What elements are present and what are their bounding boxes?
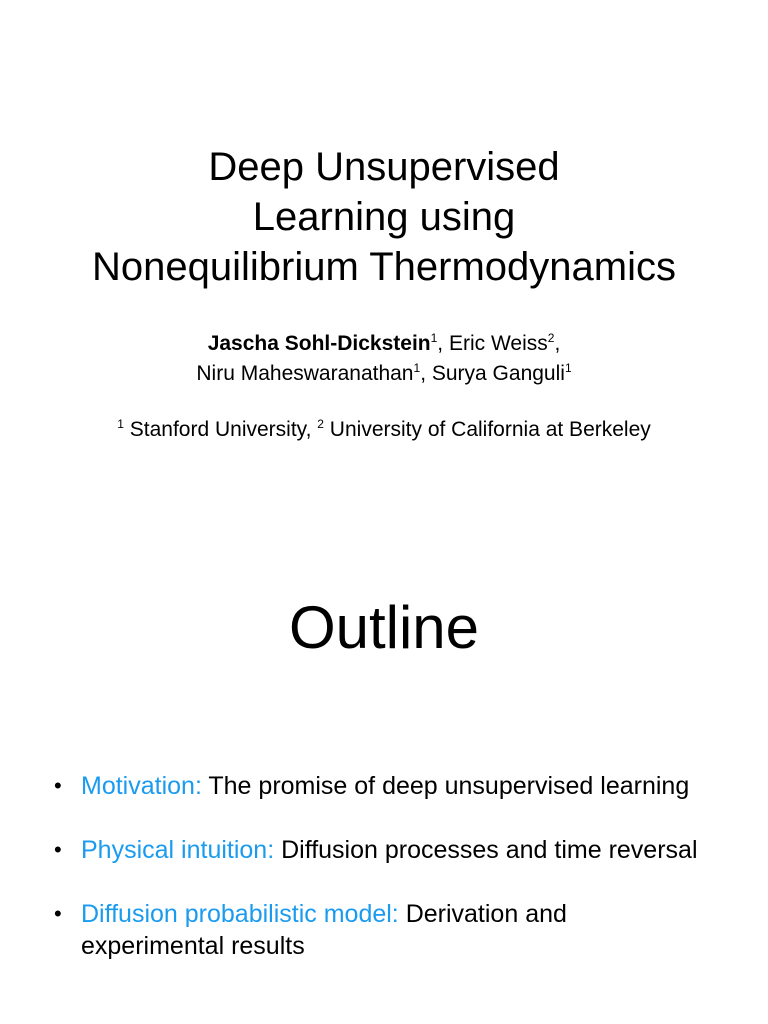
affiliation-name: Stanford University,: [123, 418, 318, 441]
list-item: [0, 898, 768, 962]
affiliations: [0, 415, 768, 445]
author-separator: ,: [554, 332, 561, 355]
title-line: Nonequilibrium Thermodynamics: [92, 245, 676, 289]
author-affiliation-mark: 1: [564, 361, 572, 375]
bullet-text: Derivation and experimental results: [81, 900, 567, 960]
author-name: Niru Maheswaranathan: [196, 362, 414, 385]
bullet-label: Motivation:: [81, 772, 202, 800]
bullet-icon: •: [54, 901, 62, 926]
author-line: [0, 329, 768, 359]
bullet-icon: •: [54, 773, 62, 798]
author-list: [0, 329, 768, 389]
author-name: Surya Ganguli: [431, 362, 565, 385]
list-item: [0, 770, 768, 802]
author-affiliation-mark: 1: [413, 361, 421, 375]
outline-heading: Outline: [288, 594, 480, 661]
bullet-text: Diffusion processes and time reversal: [274, 836, 698, 864]
author-affiliation-mark: 2: [547, 331, 555, 345]
list-item: [0, 834, 768, 866]
affiliation-name: University of California at Berkeley: [323, 418, 651, 441]
author-affiliation-mark: 1: [430, 331, 438, 345]
bullet-label: Physical intuition:: [81, 836, 275, 864]
author-separator: ,: [420, 362, 432, 385]
author-line: [0, 359, 768, 389]
author-separator: ,: [437, 332, 449, 355]
affiliation-mark: 1: [117, 417, 124, 431]
bullet-label: Diffusion probabilistic model:: [81, 900, 399, 928]
bullet-text: The promise of deep unsupervised learning: [201, 772, 690, 800]
title-line: Learning using: [252, 195, 516, 239]
author-name: Jascha Sohl-Dickstein: [207, 332, 431, 355]
bullet-icon: •: [54, 837, 62, 862]
title-line: Deep Unsupervised: [208, 145, 560, 189]
author-name: Eric Weiss: [448, 332, 548, 355]
paper-title: [0, 142, 768, 292]
affiliation-mark: 2: [317, 417, 324, 431]
outline-list: [0, 770, 768, 994]
